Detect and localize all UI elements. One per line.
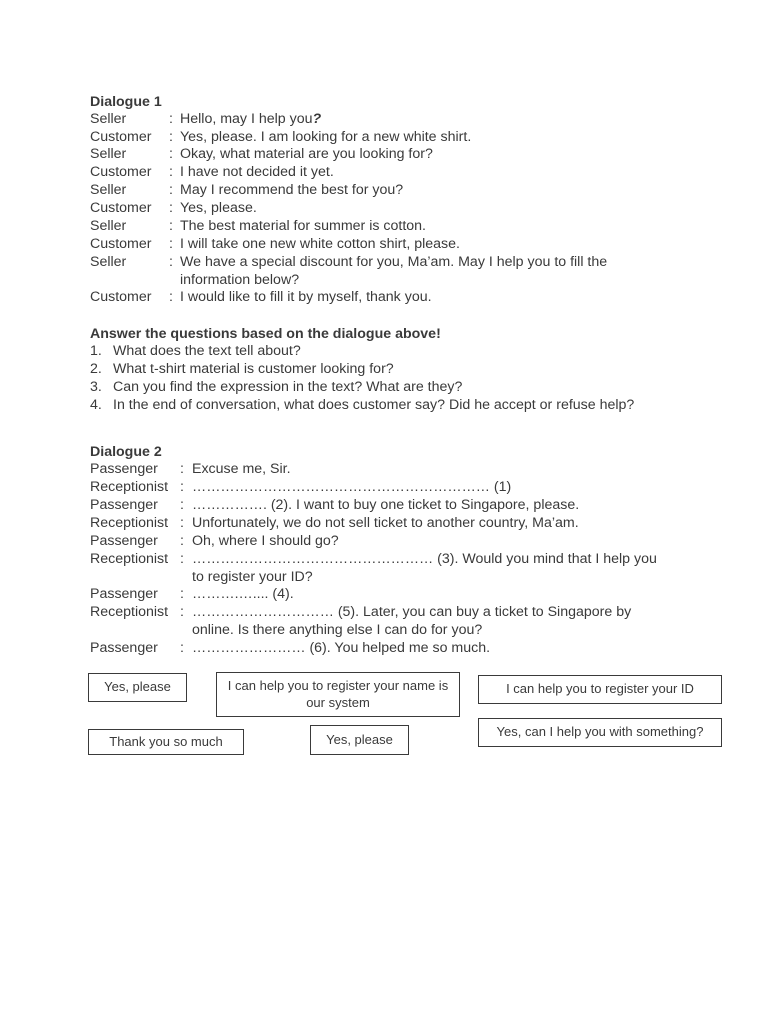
dialogue-text: Yes, please. — [180, 200, 257, 216]
speaker-label: Receptionist — [90, 551, 169, 567]
speaker-label: Receptionist — [90, 479, 169, 495]
answer-option-box: Thank you so much — [88, 729, 244, 755]
speaker-label: Customer — [90, 164, 152, 180]
colon-separator: : — [169, 146, 173, 162]
dialogue-text: …………………………………………… (3). Would you mind that I help you to register your ID? — [192, 551, 657, 585]
question-number: 3. — [90, 379, 102, 395]
colon-separator: : — [180, 586, 184, 602]
answer-option-box: Yes, can I help you with something? — [478, 718, 722, 747]
question-text: What does the text tell about? — [113, 343, 301, 359]
colon-separator: : — [180, 551, 184, 567]
speaker-label: Customer — [90, 200, 152, 216]
answer-option-box: Yes, please — [310, 725, 409, 755]
speaker-label: Customer — [90, 129, 152, 145]
dialogue-text-emphasis: ? — [312, 111, 322, 127]
question-number: 2. — [90, 361, 102, 377]
question-number: 1. — [90, 343, 102, 359]
question-text: What t-shirt material is customer looking for? — [113, 361, 394, 377]
colon-separator: : — [169, 129, 173, 145]
question-number: 4. — [90, 397, 102, 413]
colon-separator: : — [180, 533, 184, 549]
speaker-label: Passenger — [90, 586, 158, 602]
speaker-label: Seller — [90, 146, 127, 162]
dialogue-text: Unfortunately, we do not sell ticket to another country, Ma’am. — [192, 515, 579, 531]
colon-separator: : — [169, 111, 173, 127]
speaker-label: Seller — [90, 254, 127, 270]
colon-separator: : — [180, 515, 184, 531]
speaker-label: Passenger — [90, 533, 158, 549]
answer-option-box: I can help you to register your name is our system — [216, 672, 460, 717]
colon-separator: : — [180, 461, 184, 477]
colon-separator: : — [169, 289, 173, 305]
dialogue-text: Okay, what material are you looking for? — [180, 146, 433, 162]
dialogue-text: Oh, where I should go? — [192, 533, 339, 549]
colon-separator: : — [169, 254, 173, 270]
dialogue-text: I will take one new white cotton shirt, please. — [180, 236, 460, 252]
question-item — [90, 397, 634, 415]
question-item — [90, 379, 462, 397]
speaker-label: Seller — [90, 218, 127, 234]
speaker-label: Seller — [90, 182, 127, 198]
speaker-label: Passenger — [90, 461, 158, 477]
dialogue-text: I would like to fill it by myself, thank you. — [180, 289, 432, 305]
colon-separator: : — [169, 218, 173, 234]
questions-title: Answer the questions based on the dialogue above! — [90, 326, 441, 342]
colon-separator: : — [180, 604, 184, 620]
colon-separator: : — [169, 200, 173, 216]
speaker-label: Passenger — [90, 640, 158, 656]
dialogue-text: We have a special discount for you, Ma’am. May I help you to fill the information below? — [180, 254, 608, 288]
dialogue-text — [180, 111, 660, 129]
dialogue-text: ………………………… (5). Later, you can buy a ticket to Singapore by online. Is there anything else I can do for you? — [192, 604, 632, 638]
speaker-label: Receptionist — [90, 515, 169, 531]
dialogue-text-main: Hello, may I help you — [180, 111, 313, 127]
dialogue-text: ……………………………………………………… (1) — [192, 479, 512, 495]
dialogue-text: The best material for summer is cotton. — [180, 218, 427, 234]
colon-separator: : — [180, 479, 184, 495]
dialogue-text: Excuse me, Sir. — [192, 461, 291, 477]
dialogue-text: ……………. (2). I want to buy one ticket to Singapore, please. — [192, 497, 580, 513]
dialogue-text: May I recommend the best for you? — [180, 182, 404, 198]
dialogue-text: Yes, please. I am looking for a new white shirt. — [180, 129, 472, 145]
speaker-label: Seller — [90, 111, 127, 127]
dialogue2-title: Dialogue 2 — [90, 444, 162, 460]
speaker-label: Receptionist — [90, 604, 169, 620]
colon-separator: : — [169, 164, 173, 180]
colon-separator: : — [169, 182, 173, 198]
speaker-label: Passenger — [90, 497, 158, 513]
colon-separator: : — [180, 497, 184, 513]
question-item — [90, 361, 394, 379]
colon-separator: : — [180, 640, 184, 656]
dialogue1-title: Dialogue 1 — [90, 94, 162, 110]
dialogue-text: I have not decided it yet. — [180, 164, 334, 180]
question-text: Can you find the expression in the text? What are they? — [113, 379, 463, 395]
answer-option-box: Yes, please — [88, 673, 187, 702]
question-text: In the end of conversation, what does customer say? Did he accept or refuse help? — [113, 397, 635, 413]
speaker-label: Customer — [90, 289, 152, 305]
answer-option-box: I can help you to register your ID — [478, 675, 722, 704]
colon-separator: : — [169, 236, 173, 252]
dialogue-text: ……….….... (4). — [192, 586, 294, 602]
dialogue-text: …………………… (6). You helped me so much. — [192, 640, 491, 656]
speaker-label: Customer — [90, 236, 152, 252]
question-item — [90, 343, 301, 361]
